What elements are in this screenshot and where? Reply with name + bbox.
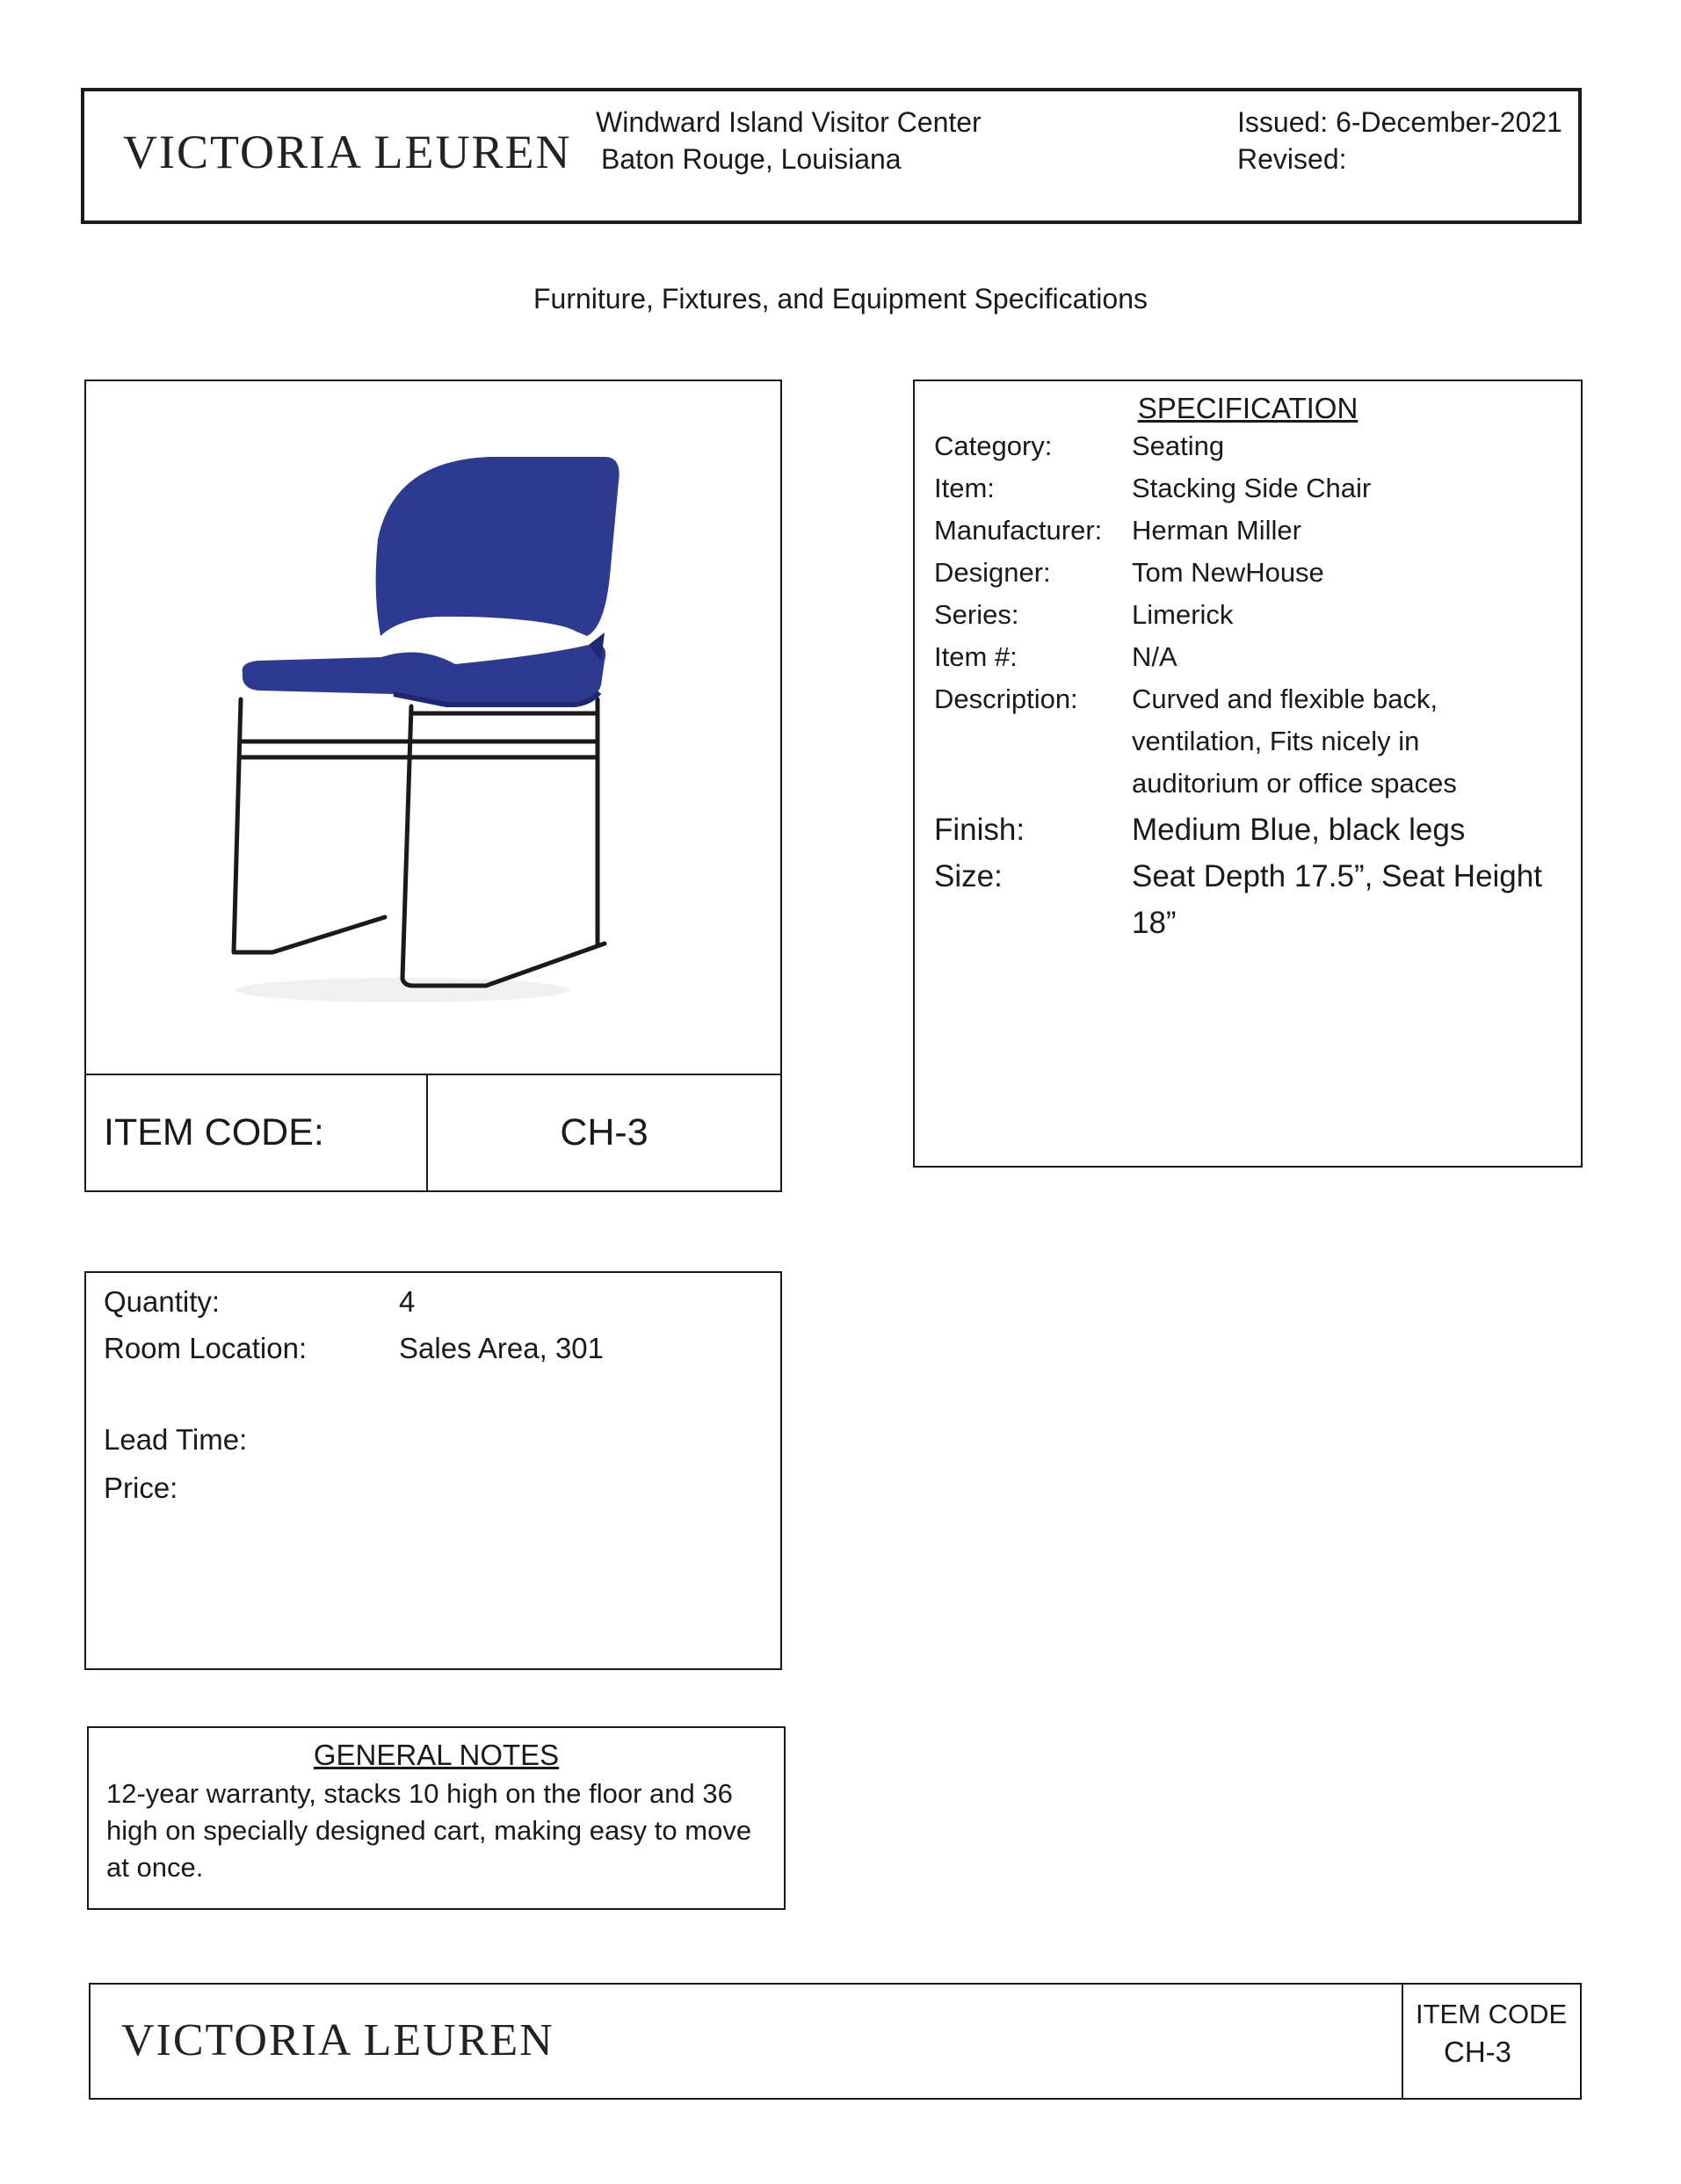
spec-key: Designer: xyxy=(934,557,1051,588)
spec-key: Series: xyxy=(934,599,1019,630)
footer-item-code-label: ITEM CODE xyxy=(1416,1999,1568,2029)
spec-value: Medium Blue, black legs xyxy=(1132,813,1466,847)
project-name: Windward Island Visitor Center xyxy=(596,106,982,138)
spec-value: Seating xyxy=(1132,430,1225,461)
back-cutout xyxy=(385,618,582,657)
spec-value: Herman Miller xyxy=(1132,515,1301,546)
footer-box xyxy=(89,1983,1582,2100)
room-location-value: Sales Area, 301 xyxy=(399,1332,604,1364)
general-notes-box xyxy=(87,1726,786,1910)
issue-dates xyxy=(1237,104,1562,177)
lead-time-row xyxy=(104,1423,247,1457)
spec-key: Item: xyxy=(934,473,995,503)
spec-key: Size: xyxy=(934,859,1003,893)
spec-key: Category: xyxy=(934,430,1053,461)
spec-key: Description: xyxy=(934,683,1078,714)
item-code-value: CH-3 xyxy=(560,1111,648,1153)
quantity-value: 4 xyxy=(399,1285,416,1318)
header-box xyxy=(81,88,1582,224)
lead-time-label: Lead Time: xyxy=(104,1423,248,1456)
item-code-label: ITEM CODE: xyxy=(104,1111,324,1153)
quantity-box xyxy=(84,1271,782,1670)
general-notes-text: 12-year warranty, stacks 10 high on the floor and 36 high on specially designed cart, making easy to move at once. xyxy=(106,1778,752,1883)
project-location: Baton Rouge, Louisiana xyxy=(601,143,902,175)
spec-value: Limerick xyxy=(1132,599,1234,630)
room-location-row xyxy=(104,1332,604,1365)
page-title: Furniture, Fixtures, and Equipment Specifications xyxy=(533,283,1148,315)
quantity-row xyxy=(104,1285,416,1319)
issued-date: Issued: 6-December-2021 xyxy=(1237,106,1562,138)
project-info xyxy=(596,104,982,177)
spec-value: N/A xyxy=(1132,641,1177,672)
spec-key: Manufacturer: xyxy=(934,515,1103,546)
chair-image xyxy=(86,381,780,1074)
price-label: Price: xyxy=(104,1472,178,1504)
item-code-row xyxy=(86,1074,780,1192)
spec-value: Curved and flexible back, ventilation, Fits nicely in auditorium or office spaces xyxy=(1132,683,1457,799)
price-row xyxy=(104,1472,178,1505)
product-image-box xyxy=(84,380,782,1192)
footer-item-code-value: CH-3 xyxy=(1444,2036,1512,2068)
general-notes-title: GENERAL NOTES xyxy=(313,1739,560,1771)
quantity-label: Quantity: xyxy=(104,1285,221,1318)
product-image-area xyxy=(86,381,780,1074)
spec-key: Item #: xyxy=(934,641,1018,672)
revised-date: Revised: xyxy=(1237,143,1347,175)
spec-value: Seat Depth 17.5”, Seat Height 18” xyxy=(1132,859,1542,940)
footer-brand-logo: VICTORIA LEUREN xyxy=(121,2015,554,2065)
brand-logo: VICTORIA LEUREN xyxy=(123,126,572,178)
chair-back xyxy=(376,457,620,636)
footer-divider xyxy=(1402,1985,1403,2098)
spec-value: Stacking Side Chair xyxy=(1132,473,1372,503)
room-location-label: Room Location: xyxy=(104,1332,308,1364)
spec-key: Finish: xyxy=(934,813,1025,847)
specification-box xyxy=(913,380,1583,1168)
chair-legs xyxy=(234,699,605,986)
spec-value: Tom NewHouse xyxy=(1132,557,1324,588)
specification-title: SPECIFICATION xyxy=(1137,392,1359,424)
